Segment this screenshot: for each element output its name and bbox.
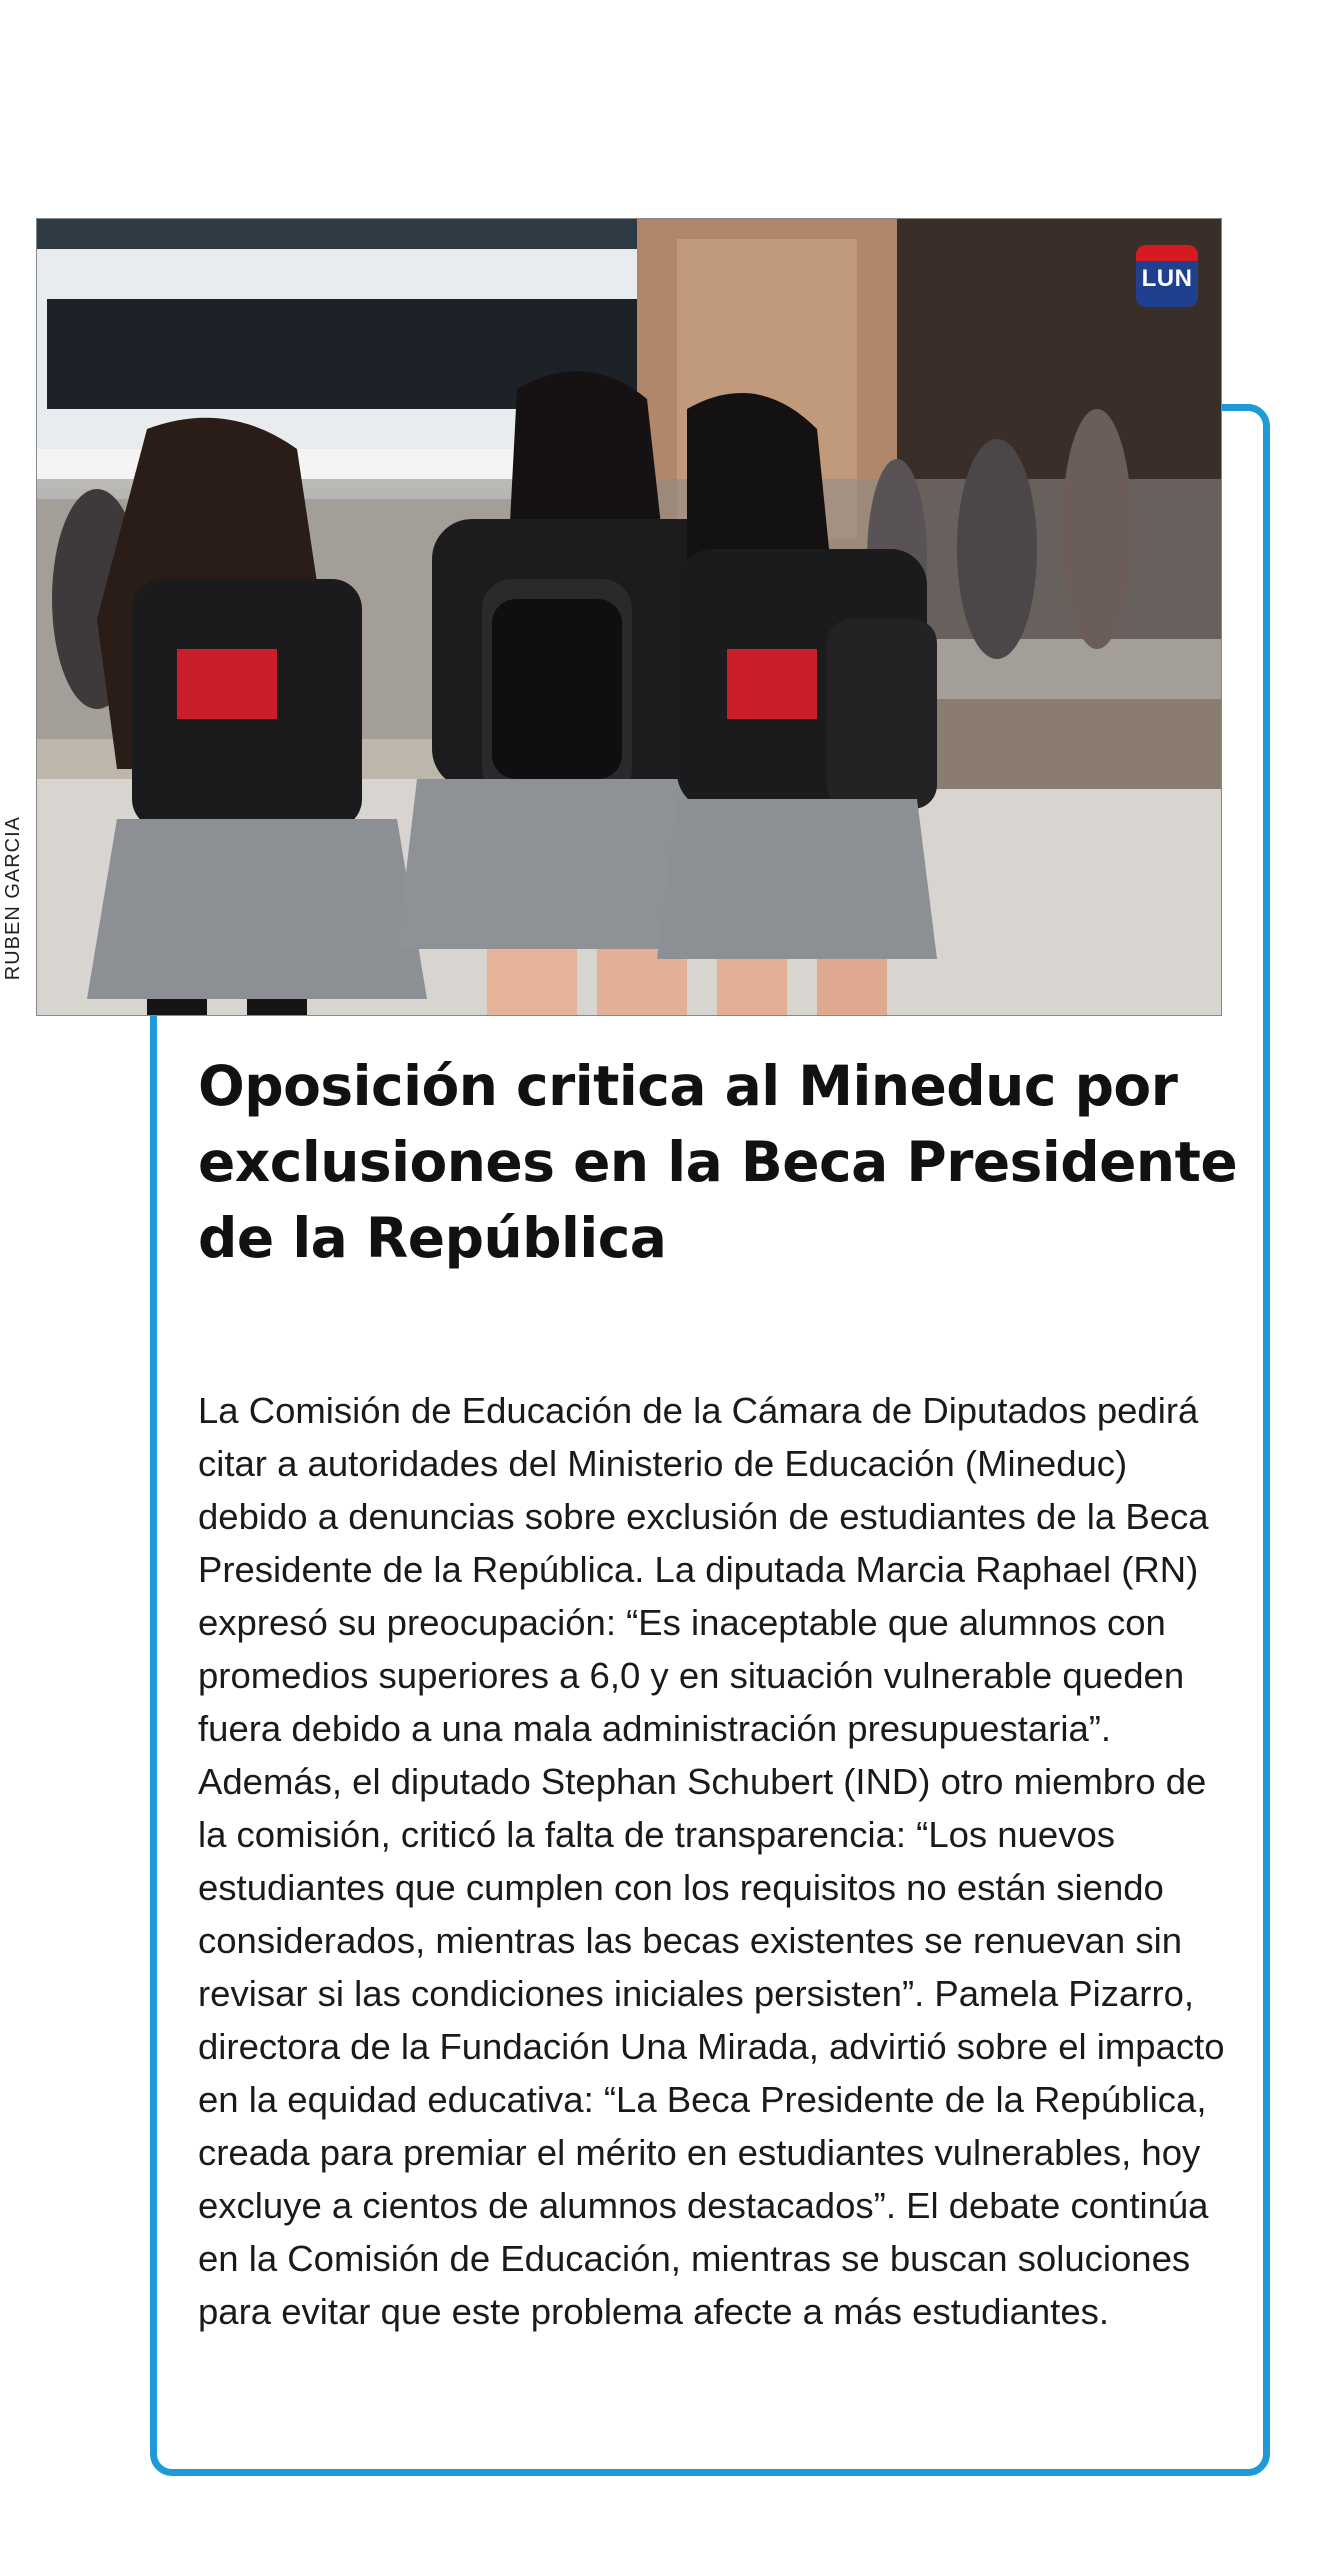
- article-photo: [36, 218, 1222, 1016]
- lun-logo-text: LUN: [1141, 265, 1193, 292]
- article-body: La Comisión de Educación de la Cámara de Diputados pedirá citar a autoridades del Ministerio de Educación (Mineduc) debido a denuncias sobre exclusión de estudiantes de la Beca Presidente de la República. La diputada Marcia Raphael (RN) expresó su preocupación: “Es inaceptable que alumnos con promedios superiores a 6,0 y en situación vulnerable queden fuera debido a una mala administración presupuestaria”. Además, el diputado Stephan Schubert (IND) otro miembro de la comisión, criticó la falta de transparencia: “Los nuevos estudiantes que cumplen con los requisitos no están siendo considerados, mientras las becas existentes se renuevan sin revisar si las condiciones iniciales persisten”. Pamela Pizarro, directora de la Fundación Una Mirada, advirtió sobre el impacto en la equidad educativa: “La Beca Presidente de la República, creada para premiar el mérito en estudiantes vulnerables, hoy excluye a cientos de alumnos destacados”. El debate continúa en la Comisión de Educación, mientras se buscan soluciones para evitar que este problema afecte a más estudiantes.: [198, 1390, 1225, 2332]
- lun-logo: [1136, 245, 1198, 307]
- lun-logo-band: [1136, 245, 1198, 261]
- photo-credit: RUBEN GARCIA: [2, 816, 24, 981]
- article-headline: Oposición critica al Mineduc por exclusiones en la Beca Presidente de la República: [198, 1054, 1238, 1270]
